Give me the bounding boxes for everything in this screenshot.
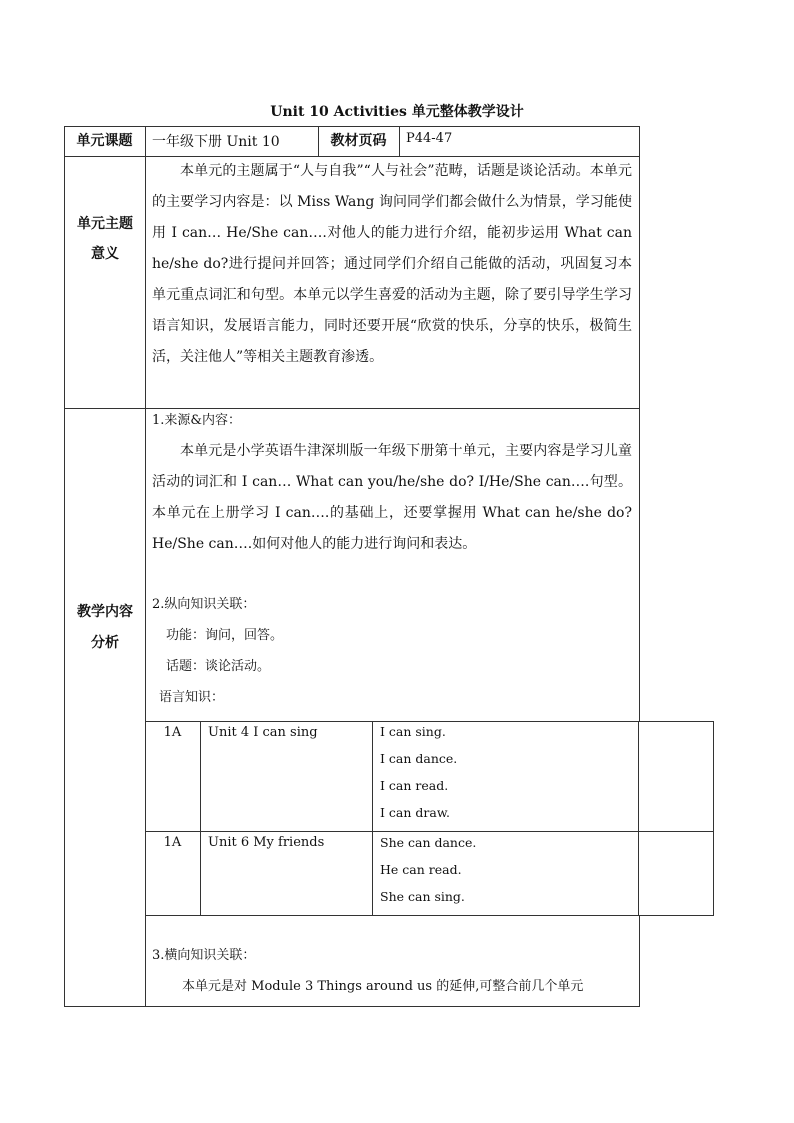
table-row-2-unit: Unit 6 My friends xyxy=(208,835,325,850)
section-2-title: 2.纵向知识关联： xyxy=(152,597,256,612)
topic-label: 单元课题 xyxy=(76,133,133,149)
meaning-label-text: 单元主题意义 xyxy=(77,216,133,262)
column-divider xyxy=(399,126,400,156)
section-1-title: 1.来源&内容： xyxy=(152,413,241,428)
analysis-label-text: 教学内容分析 xyxy=(77,604,133,651)
topic-value: 一年级下册 Unit 10 xyxy=(152,134,280,150)
table-row-1-sentence: I can read. xyxy=(380,778,449,793)
knowledge-col-divider xyxy=(638,721,639,916)
table-row-1-sentence: I can sing. xyxy=(380,724,446,739)
page-label: 教材页码 xyxy=(330,133,387,149)
table-row-2-sentence: She can dance. xyxy=(380,835,477,850)
section-2-function: 功能：询问，回答。 xyxy=(166,628,284,643)
section-3-text: 本单元是对 Module 3 Things around us 的延伸,可整合前几个单元 xyxy=(182,979,584,994)
row-divider xyxy=(64,408,640,409)
knowledge-col-divider xyxy=(372,721,373,916)
section-2-language: 语言知识： xyxy=(159,690,225,705)
table-row-2-sentence: He can read. xyxy=(380,862,462,877)
section-3-title: 3.横向知识关联： xyxy=(152,948,256,963)
section-2-topic: 话题：谈论活动。 xyxy=(166,659,271,674)
table-row-1-unit: Unit 4 I can sing xyxy=(208,725,318,740)
table-row-1-sentence: I can draw. xyxy=(380,805,451,820)
table-row-1-sentence: I can dance. xyxy=(380,751,458,766)
page-value: P44-47 xyxy=(406,131,453,146)
table-row-1-grade: 1A xyxy=(163,725,182,740)
meaning-text: 本单元的主题属于“人与自我”“人与社会”范畴，话题是谈论活动。本单元的主要学习内容是：以 Miss Wang 询问同学们都会做什么为情景，学习能使用 I can… He/She can….对他人的能力进行介绍，能初步运用 What can he/she do?进行提问并回答；通过同学们介绍自己能做的活动，巩固复习本单元重点词汇和句型。本单元以学生喜爱的活动为主题，除了要引导学生学习语言知识，发展语言能力，同时还要开展“欣赏的快乐，分享的快乐，极简生活，关注他人”等相关主题教育渗透。 xyxy=(152,163,632,365)
knowledge-col-divider xyxy=(200,721,201,916)
section-1-text: 本单元是小学英语牛津深圳版一年级下册第十单元，主要内容是学习儿童活动的词汇和 I can… What can you/he/she do? I/He/She can….句型。本单元在上册学习 I can….的基础上，还要掌握用 What can he/she do? He/She can….如何对他人的能力进行询问和表达。 xyxy=(152,443,632,552)
meaning-label xyxy=(74,209,136,269)
table-row-2-sentence: She can sing. xyxy=(380,889,465,904)
table-row-2-grade: 1A xyxy=(163,835,182,850)
document-title: Unit 10 Activities 单元整体教学设计 xyxy=(270,104,524,120)
analysis-label xyxy=(74,597,136,659)
